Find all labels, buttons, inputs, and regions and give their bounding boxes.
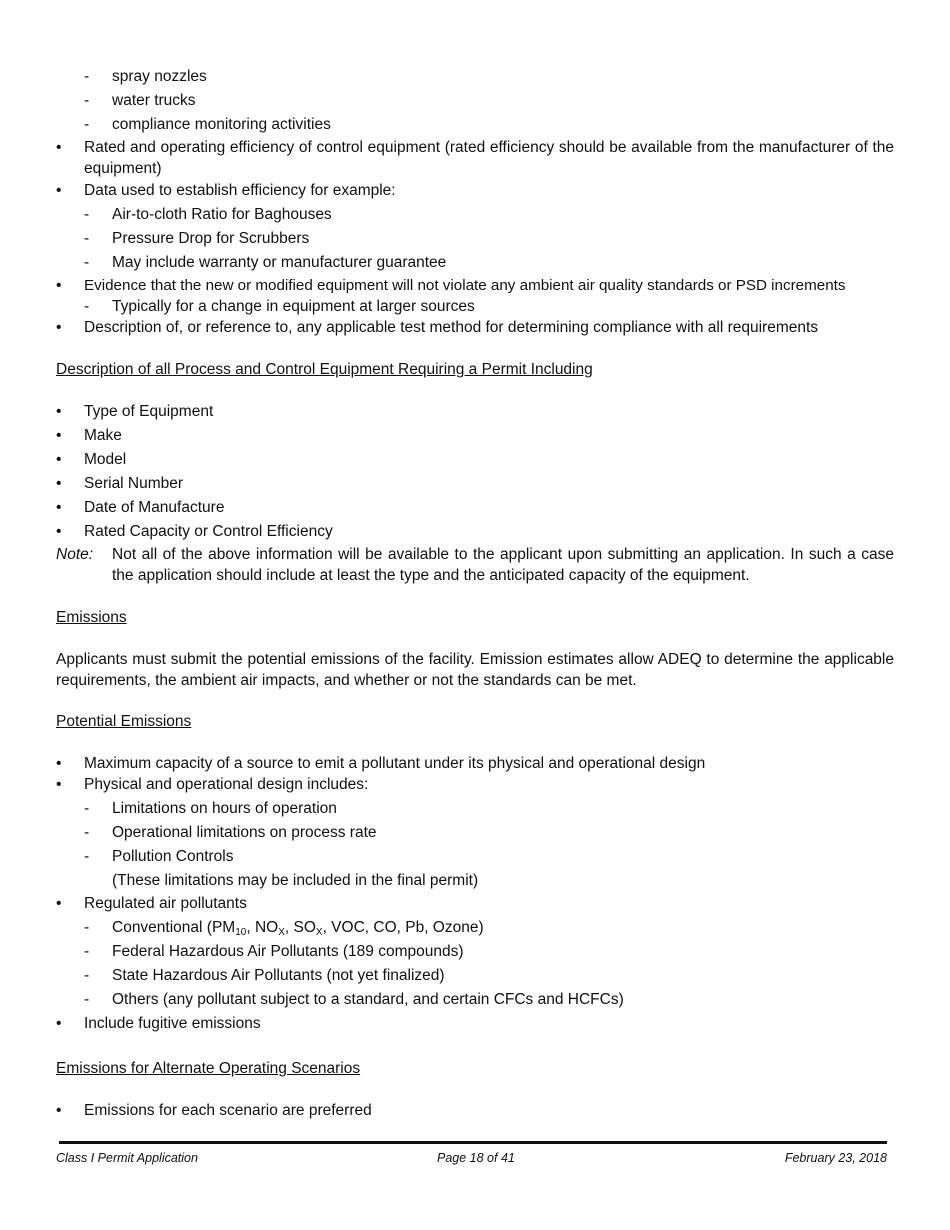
dash-marker: -: [84, 206, 90, 223]
list-item-text: Rated and operating efficiency of control equipment (rated efficiency should be available from the manufacturer of the equipment): [84, 139, 894, 177]
list-item-text: Rated Capacity or Control Efficiency: [84, 523, 333, 540]
section-heading-potential: Potential Emissions: [56, 713, 192, 730]
note-label: Note:: [56, 546, 94, 563]
dash-marker: -: [84, 967, 90, 984]
bullet-marker: •: [56, 319, 62, 336]
dash-marker: -: [84, 68, 90, 85]
bullet-marker: •: [56, 1102, 62, 1119]
list-item-text: Data used to establish efficiency for example:: [84, 182, 396, 199]
conventional-suffix: , VOC, CO, Pb, Ozone): [322, 919, 484, 936]
dash-marker: -: [84, 298, 90, 315]
dash-marker: -: [84, 848, 90, 865]
dash-marker: -: [84, 230, 90, 247]
list-item-text: Model: [84, 451, 127, 468]
conventional-mid-no: , NO: [246, 919, 279, 936]
bullet-marker: •: [56, 499, 62, 516]
bullet-marker: •: [56, 277, 62, 294]
pm-subscript: 10: [235, 927, 247, 938]
list-item-text: Air-to-cloth Ratio for Baghouses: [112, 206, 332, 223]
list-item-text: Date of Manufacture: [84, 499, 225, 516]
list-item-text: Pressure Drop for Scrubbers: [112, 230, 310, 247]
list-item-text: State Hazardous Air Pollutants (not yet finalized): [112, 967, 445, 984]
dash-marker: -: [84, 943, 90, 960]
list-item-text: May include warranty or manufacturer guarantee: [112, 254, 447, 271]
bullet-marker: •: [56, 403, 62, 420]
dash-marker: -: [84, 824, 90, 841]
list-item-text: Physical and operational design includes:: [84, 776, 369, 793]
footer-page-number: Page 18 of 41: [437, 1151, 515, 1165]
list-item-text: water trucks: [112, 92, 196, 109]
nox-subscript: X: [278, 927, 285, 938]
list-item-text: Evidence that the new or modified equipment will not violate any ambient air quality standards or PSD increments: [84, 277, 846, 294]
bullet-marker: •: [56, 182, 62, 199]
bullet-marker: •: [56, 523, 62, 540]
bullet-marker: •: [56, 451, 62, 468]
dash-marker: -: [84, 92, 90, 109]
list-item-text: spray nozzles: [112, 68, 207, 85]
bullet-marker: •: [56, 427, 62, 444]
bullet-marker: •: [56, 895, 62, 912]
list-item-text: Include fugitive emissions: [84, 1015, 261, 1032]
bullet-marker: •: [56, 1015, 62, 1032]
list-item-text: [112, 917, 894, 938]
list-item-text: Serial Number: [84, 475, 184, 492]
section-heading-equipment: Description of all Process and Control Equipment Requiring a Permit Including: [56, 361, 593, 378]
bullet-marker: •: [56, 139, 62, 156]
parenthetical-note: (These limitations may be included in the final permit): [112, 872, 479, 889]
list-item-text: Limitations on hours of operation: [112, 800, 337, 817]
conventional-prefix: Conventional (PM: [112, 919, 236, 936]
list-item-text: compliance monitoring activities: [112, 116, 331, 133]
footer-rule: [59, 1141, 887, 1144]
list-item-text: Pollution Controls: [112, 848, 234, 865]
list-item-text: Regulated air pollutants: [84, 895, 247, 912]
dash-marker: -: [84, 116, 90, 133]
bullet-marker: •: [56, 755, 62, 772]
footer-document-title: Class I Permit Application: [56, 1151, 198, 1165]
paragraph: Applicants must submit the potential emissions of the facility. Emission estimates allow ADEQ to determine the applicable requirements, the ambient air impacts, and whether or not the standards can be met.: [56, 651, 894, 689]
conventional-mid-so: , SO: [284, 919, 316, 936]
dash-marker: -: [84, 800, 90, 817]
list-item-text: Operational limitations on process rate: [112, 824, 377, 841]
dash-marker: -: [84, 919, 90, 936]
list-item-text: Maximum capacity of a source to emit a pollutant under its physical and operational design: [84, 755, 706, 772]
bullet-marker: •: [56, 776, 62, 793]
sox-subscript: X: [315, 927, 323, 938]
dash-marker: -: [84, 254, 90, 271]
section-heading-alternate: Emissions for Alternate Operating Scenarios: [56, 1060, 361, 1077]
section-heading-emissions: Emissions: [56, 609, 127, 626]
note-text: Not all of the above information will be available to the applicant upon submitting an application. In such a case the application should include at least the type and the anticipated capacity of the equipment.: [112, 546, 894, 584]
dash-marker: -: [84, 991, 90, 1008]
bullet-marker: •: [56, 475, 62, 492]
list-item-text: Description of, or reference to, any applicable test method for determining compliance with all requirements: [84, 319, 819, 336]
list-item-text: Federal Hazardous Air Pollutants (189 compounds): [112, 943, 464, 960]
list-item-text: Type of Equipment: [84, 403, 214, 420]
list-item-text: Emissions for each scenario are preferred: [84, 1102, 372, 1119]
list-item-text: Others (any pollutant subject to a standard, and certain CFCs and HCFCs): [112, 991, 624, 1008]
list-item-text: Make: [84, 427, 122, 444]
footer-date: February 23, 2018: [784, 1151, 887, 1165]
list-item-text: Typically for a change in equipment at larger sources: [112, 298, 475, 315]
